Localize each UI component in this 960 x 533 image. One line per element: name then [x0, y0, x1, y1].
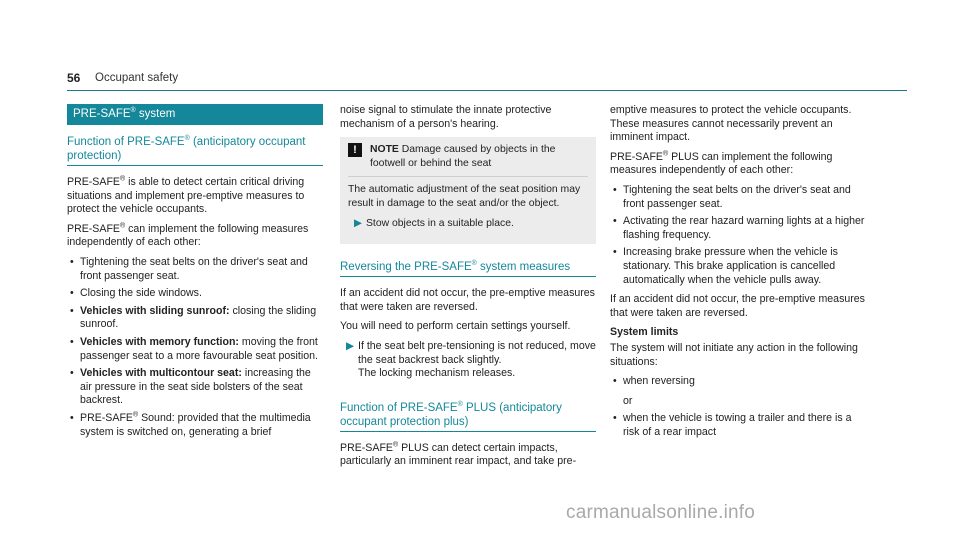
step-arrow-icon: ▶ — [354, 217, 362, 229]
list-item: • Tightening the seat belts on the driver's seat and front passenger seat. — [613, 183, 851, 210]
note-body — [348, 176, 588, 230]
page-number: 56 — [67, 71, 81, 85]
limits-list — [610, 375, 866, 389]
step-arrow-icon: ▶ — [346, 339, 355, 352]
paragraph-measures: PRE-SAFE® can implement the following measures independently of each other: — [67, 222, 309, 249]
paragraph-settings: You will need to perform certain settings yourself. — [340, 320, 571, 333]
column-1 — [67, 104, 323, 445]
list-item: • when reversing — [613, 375, 695, 388]
or-text: or — [623, 394, 633, 407]
list-item: • Vehicles with memory function: moving the front passenger seat to a more favourable seat position. — [70, 335, 318, 362]
paragraph-reversed: If an accident did not occur, the pre-emptive measures that were taken are reversed. — [340, 287, 595, 313]
note-box — [340, 137, 596, 244]
paragraph-intro: PRE-SAFE® is able to detect certain critical driving situations and implement pre-emptive measures to protect the vehicle occupants. — [67, 175, 305, 216]
subheading-system-limits: System limits — [610, 326, 679, 339]
list-item: • when the vehicle is towing a trailer and there is a risk of a rear impact — [613, 412, 852, 438]
note-heading: NOTE Damage caused by objects in the footwell or behind the seat — [370, 144, 556, 169]
plus-measures-list — [610, 184, 866, 287]
list-item: • Vehicles with multicontour seat: increasing the air pressure in the seat side bolsters of the seat backrest. — [70, 367, 311, 407]
limits-list-2 — [610, 412, 866, 439]
list-item: • Increasing brake pressure when the vehicle is stationary. This brake application is cancelled automatically when the vehicle pulls away. — [613, 246, 838, 286]
paragraph-plus: PRE-SAFE® PLUS can detect certain impacts, particularly an imminent rear impact, and take pre- — [340, 441, 577, 468]
paragraph-reversed: If an accident did not occur, the pre-emptive measures that were taken are reversed. — [610, 293, 865, 319]
list-item: • Activating the rear hazard warning lights at a higher flashing frequency. — [613, 215, 865, 241]
section-title-reversing: Reversing the PRE-SAFE® system measures — [340, 260, 596, 277]
paragraph-continued: emptive measures to protect the vehicle occupants. These measures cannot necessarily prevent an imminent impact. — [610, 104, 852, 144]
note-text: The automatic adjustment of the seat position may result in damage to the seat and/or the object. — [348, 184, 581, 209]
section-bar: PRE-SAFE® system — [67, 104, 323, 125]
paragraph-limits: The system will not initiate any action in the following situations: — [610, 341, 858, 368]
warning-icon: ! — [348, 143, 362, 157]
header-rule — [67, 90, 907, 91]
list-item: • Closing the side windows. — [70, 287, 202, 300]
list-item: • Vehicles with sliding sunroof: closing the sliding sunroof. — [70, 304, 317, 331]
paragraph-continued: noise signal to stimulate the innate protective mechanism of a person's hearing. — [340, 104, 552, 130]
list-item: • Tightening the seat belts on the driver's seat and front passenger seat. — [70, 255, 308, 282]
instruction-step: ▶ Stow objects in a suitable place. — [354, 217, 514, 229]
instruction-step: ▶ If the seat belt pre-tensioning is not reduced, move the seat backrest back slightly. The locking mechanism releases. — [346, 339, 596, 380]
measures-list — [67, 256, 323, 439]
chapter-title: Occupant safety — [95, 72, 179, 84]
section-title-plus: Function of PRE-SAFE® PLUS (anticipatory occupant protection plus) — [340, 401, 596, 432]
watermark: carmanualsonline.info — [566, 502, 756, 523]
column-3 — [610, 104, 866, 445]
note-header — [348, 143, 588, 170]
column-2 — [340, 104, 596, 475]
list-item: • PRE-SAFE® Sound: provided that the multimedia system is switched on, generating a brief — [70, 411, 311, 438]
section-title-function: Function of PRE-SAFE® (anticipatory occupant protection) — [67, 135, 323, 166]
page-header — [67, 72, 907, 92]
paragraph-plus-measures: PRE-SAFE® PLUS can implement the following measures independently of each other: — [610, 150, 833, 177]
